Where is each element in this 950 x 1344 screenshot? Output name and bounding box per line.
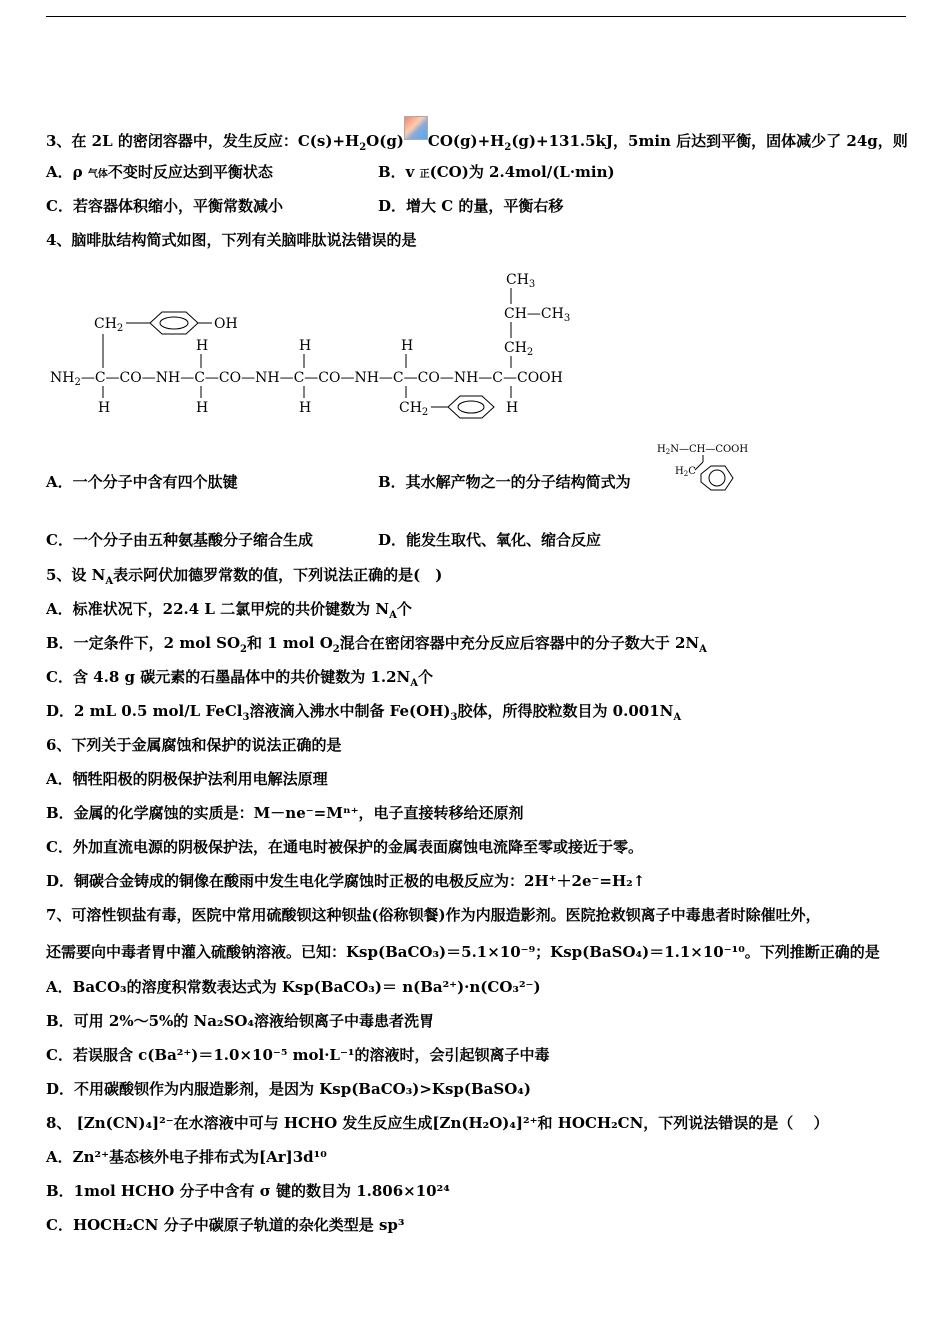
q6-stem: 6、下列关于金属腐蚀和保护的说法正确的是	[46, 736, 342, 754]
q8-option-b: B．1mol HCHO 分子中含有 σ 键的数目为 1.806×10²⁴	[46, 1182, 450, 1200]
q5-stem: 5、设 $N_A$表示阿伏加德罗常数的值，下列说法正确的是( )	[46, 566, 443, 587]
q4-options-ab	[46, 472, 631, 492]
enkephalin-structure	[46, 262, 586, 422]
svg-text:H: H	[196, 338, 209, 354]
q3-option-a: A．ρ 气体不变时反应达到平衡状态	[46, 163, 273, 181]
q5-option-c: C．含 4.8 g 碳元素的石墨晶体中的共价键数为 $1.2N_A$个	[46, 668, 434, 689]
q8-option-c: C．HOCH₂CN 分子中碳原子轨道的杂化类型是 sp³	[46, 1216, 405, 1234]
svg-text:H: H	[506, 400, 519, 416]
q5-option-b: B．一定条件下，2 mol $SO_2$和 1 mol $O_2$混合在密闭容器中充分反应后容器中的分子数大于 $2N_A$	[46, 634, 707, 655]
q4-options-cd	[46, 530, 602, 550]
svg-text:H: H	[299, 338, 312, 354]
header-rule	[46, 16, 906, 17]
q6-option-a: A．牺牲阳极的阴极保护法利用电解法原理	[46, 770, 328, 788]
q3-stem: 3、在 2L 的密闭容器中，发生反应：$C(s)+H_2O(g)$ $CO(g)+H_2(g)+131.5kJ$，5min 后达到平衡，固体减少了 24g，则	[46, 116, 908, 151]
q7-stem-line1: 7、可溶性钡盐有毒，医院中常用硫酸钡这种钡盐(俗称钡餐)作为内服造影剂。医院抢救钡离子中毒患者时除催吐外，	[46, 906, 821, 924]
q7-option-d: D．不用碳酸钡作为内服造影剂，是因为 Ksp(BaCO₃)>Ksp(BaSO₄)	[46, 1080, 531, 1098]
q7-option-b: B．可用 2%～5%的 Na₂SO₄溶液给钡离子中毒患者洗胃	[46, 1012, 434, 1030]
svg-text:H: H	[299, 400, 312, 416]
q6-option-d: D．铜碳合金铸成的铜像在酸雨中发生电化学腐蚀时正极的电极反应为：2H⁺＋2e⁻=H₂↑	[46, 872, 646, 890]
svg-text:CH2: $CH_2$	[399, 400, 429, 418]
q4-option-b: B．其水解产物之一的分子结构简式为	[378, 473, 631, 491]
reaction-arrow-image	[404, 116, 428, 140]
q8-stem: 8、 [Zn(CN)₄]²⁻在水溶液中可与 HCHO 发生反应生成[Zn(H₂O)₄]²⁺和 HOCH₂CN，下列说法错误的是（ ）	[46, 1114, 829, 1132]
q6-option-c: C．外加直流电源的阴极保护法，在通电时被保护的金属表面腐蚀电流降至零或接近于零。	[46, 838, 643, 856]
q3-option-b: B．v 正(CO)为 2.4mol/(L·min)	[378, 163, 615, 181]
q4-stem: 4、脑啡肽结构简式如图，下列有关脑啡肽说法错误的是	[46, 231, 417, 249]
q3-option-c: C．若容器体积缩小，平衡常数减小	[46, 197, 283, 215]
ch3-top: $CH_3$	[506, 272, 536, 290]
q7-option-c: C．若误服含 c(Ba²⁺)＝1.0×10⁻⁵ mol·L⁻¹的溶液时，会引起钡离子中毒	[46, 1046, 550, 1064]
q7-option-a: A．BaCO₃的溶度积常数表达式为 Ksp(BaCO₃)＝ n(Ba²⁺)·n(CO₃²⁻)	[46, 978, 541, 996]
peptide-backbone: $NH_2—C—CO—NH—C—CO—NH—C—CO—NH—C—CO—NH—C—COOH$	[50, 370, 563, 388]
ch-ch3: $CH—CH_3$	[504, 306, 571, 324]
q4-option-d: D．能发生取代、氧化、缩合反应	[378, 531, 602, 549]
ch2-left: $CH_2$	[94, 316, 124, 334]
q3-options-ab	[46, 162, 615, 185]
ch2-right: $CH_2$	[504, 340, 534, 358]
q4-option-a: A．一个分子中含有四个肽键	[46, 473, 238, 491]
q4-option-c: C．一个分子由五种氨基酸分子缩合生成	[46, 531, 313, 549]
q3-option-d: D．增大 C 的量，平衡右移	[378, 197, 564, 215]
svg-text:H: H	[98, 400, 111, 416]
svg-text:H2N—CH—COOH: $H_2N—CH—COOH$	[657, 444, 749, 456]
q8-option-a: A．Zn²⁺基态核外电子排布式为[Ar]3d¹⁰	[46, 1148, 327, 1166]
q5-option-a: A．标准状况下，22.4 L 二氯甲烷的共价键数为 $N_A$个	[46, 600, 412, 621]
q7-stem-line2: 还需要向中毒者胃中灌入硫酸钠溶液。已知：Ksp(BaCO₃)＝5.1×10⁻⁹；Ksp(BaSO₄)＝1.1×10⁻¹⁰。下列推断正确的是	[46, 943, 880, 961]
hydrolysis-product-structure	[655, 440, 765, 502]
q5-option-d: D．2 mL 0.5 mol/L FeCl$_3$溶液滴入沸水中制备 $Fe(OH)_3$胶体，所得胶粒数目为 $0.001N_A$	[46, 702, 682, 723]
svg-text:H: H	[401, 338, 414, 354]
q6-option-b: B．金属的化学腐蚀的实质是：M－ne⁻=Mⁿ⁺，电子直接转移给还原剂	[46, 804, 524, 822]
q3-options-cd	[46, 196, 564, 216]
svg-text:H: H	[196, 400, 209, 416]
svg-text:H2C: $H_2C$	[675, 466, 696, 478]
oh-group: OH	[214, 316, 238, 332]
